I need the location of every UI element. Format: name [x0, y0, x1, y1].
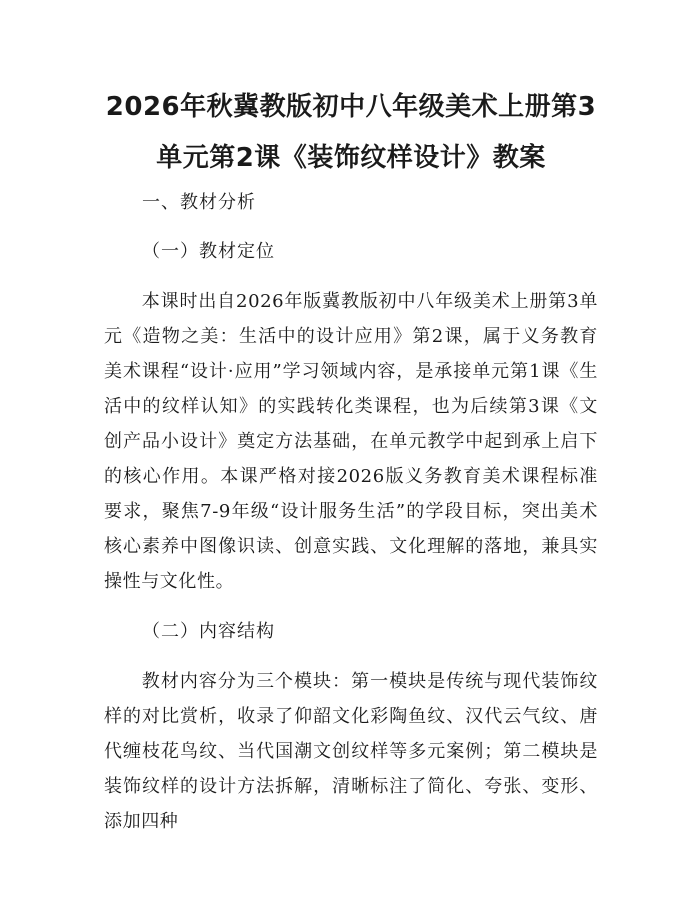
paragraph-positioning: 本课时出自2026年版冀教版初中八年级美术上册第3单元《造物之美：生活中的设计应用》第2课，属于义务教育美术课程“设计·应用”学习领域内容，是承接单元第1课《生活中的纹样认知》的实践转化类课程，也为后续第3课《文创产品小设计》奠定方法基础，在单元教学中起到承上启下的核心作用。本课严格对接2026版义务教育美术课程标准要求，聚焦7-9年级“设计服务生活”的学段目标，突出美术核心素养中图像识读、创意实践、文化理解的落地，兼具实操性与文化性。	[104, 291, 598, 592]
subsection-heading-content-structure: （二）内容结构	[142, 621, 275, 642]
paragraph-content-structure: 教材内容分为三个模块：第一模块是传统与现代装饰纹样的对比赏析，收录了仰韶文化彩陶鱼纹、汉代云气纹、唐代缠枝花鸟纹、当代国潮文创纹样等多元案例；第二模块是装饰纹样的设计方法拆解，清晰标注了简化、夸张、变形、添加四种	[104, 671, 598, 832]
section-heading-textbook-analysis: 一、教材分析	[142, 192, 256, 213]
subsection-heading-positioning: （一）教材定位	[142, 241, 275, 262]
document-title: 2026年秋冀教版初中八年级美术上册第3单元第2课《装饰纹样设计》教案	[105, 92, 597, 173]
